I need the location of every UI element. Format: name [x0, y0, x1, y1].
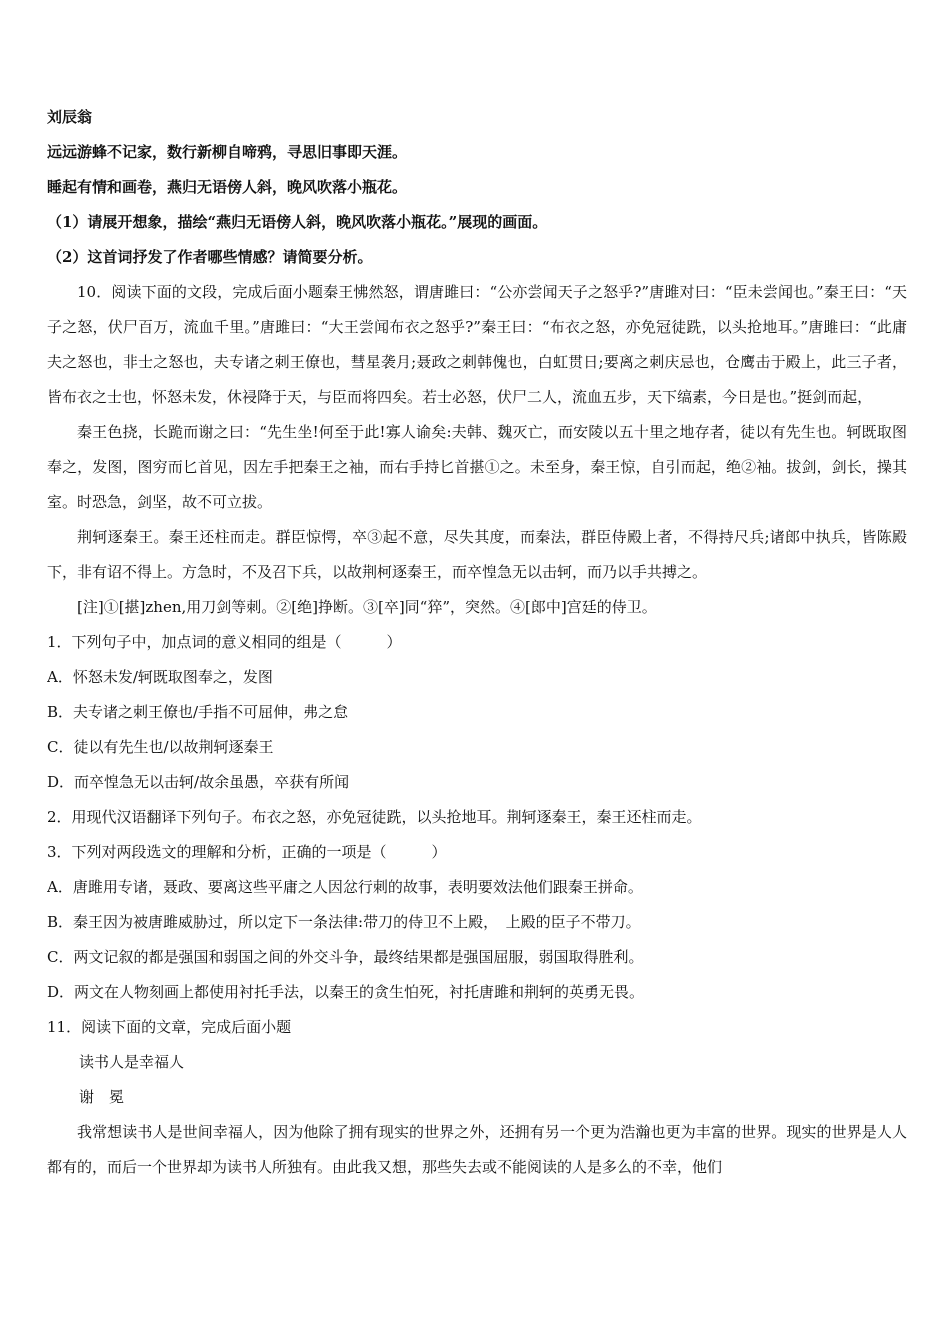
poem-question-2: （2）这首词抒发了作者哪些情感？请简要分析。 — [47, 248, 373, 266]
q10-sub-1-option-b: B．夫专诸之刺王僚也/手指不可屈伸，弗之怠 — [47, 703, 349, 721]
q10-note: [注]①[揕]zhen,用刀剑等刺。②[绝]挣断。③[卒]同“猝”，突然。④[郎中]宫廷的侍卫。 — [77, 598, 657, 616]
q10-passage-3: 荆轲逐秦王。秦王还柱而走。群臣惊愕，卒③起不意，尽失其度，而秦法，群臣侍殿上者，不得持尺兵;诸郎中执兵，皆陈殿下，非有诏不得上。方急时，不及召下兵，以故荆柯逐秦王，而卒惶急无以击轲，而乃以手共搏之。 — [47, 528, 907, 581]
q10-sub-1-option-a: A．怀怒未发/轲既取图奉之，发图 — [47, 668, 273, 686]
q10-sub-3-option-b: B．秦王因为被唐雎威胁过，所以定下一条法律:带刀的侍卫不上殿， 上殿的臣子不带刀。 — [47, 913, 641, 931]
q11-paragraph-1: 我常想读书人是世间幸福人，因为他除了拥有现实的世界之外，还拥有另一个更为浩瀚也更为丰富的世界。现实的世界是人人都有的，而后一个世界却为读书人所独有。由此我又想，那些失去或不能阅读的人是多么的不幸，他们 — [47, 1123, 907, 1176]
q10-sub-2: 2．用现代汉语翻译下列句子。布衣之怒，亦免冠徒跣，以头抢地耳。荆轲逐秦王，秦王还柱而走。 — [47, 808, 702, 826]
q10-passage-2: 秦王色挠，长跪而谢之曰：“先生坐!何至于此!寡人谕矣:夫韩、魏灭亡，而安陵以五十里之地存者，徒以有先生也。轲既取图奉之，发图，图穷而匕首见，因左手把秦王之袖，而右手持匕首揕①之。未至身，秦王惊，自引而起，绝②袖。拔剑，剑长，操其室。时恐急，剑坚，故不可立拔。 — [47, 423, 907, 511]
q10-sub-3-option-c: C．两文记叙的都是强国和弱国之间的外交斗争，最终结果都是强国屈服，弱国取得胜利。 — [47, 948, 644, 966]
q10-passage-1: 10．阅读下面的文段，完成后面小题秦王怫然怒，谓唐雎曰：“公亦尝闻天子之怒乎?”唐雎对曰：“臣未尝闻也。”秦王曰：“天子之怒，伏尸百万，流血千里。”唐雎曰：“大王尝闻布衣之怒乎?”秦王曰：“布衣之怒，亦免冠徒跣，以头抢地耳。”唐雎曰：“此庸夫之怒也，非士之怒也，夫专诸之刺王僚也，彗星袭月;聂政之刺韩傀也，白虹贯日;要离之刺庆忌也，仓鹰击于殿上，此三子者，皆布衣之士也，怀怒未发，休祲降于天，与臣而将四矣。若士必怒，伏尸二人，流血五步，天下缟素，今日是也。”挺剑而起， — [47, 283, 907, 406]
q11-intro: 11．阅读下面的文章，完成后面小题 — [47, 1018, 292, 1036]
q11-article-author: 谢 冕 — [79, 1088, 125, 1106]
q10-sub-1-option-d: D．而卒惶急无以击轲/故余虽愚，卒获有所闻 — [47, 773, 350, 791]
poem-line-1: 远远游蜂不记家，数行新柳自啼鸦，寻思旧事即天涯。 — [47, 143, 408, 161]
poem-author: 刘辰翁 — [47, 108, 93, 126]
q10-sub-1-option-c: C．徒以有先生也/以故荆轲逐秦王 — [47, 738, 274, 756]
q10-sub-3-option-a: A．唐雎用专诸，聂政、要离这些平庸之人因忿行刺的故事，表明要效法他们跟秦王拼命。 — [47, 878, 643, 896]
poem-line-2: 睡起有情和画卷，燕归无语傍人斜，晚风吹落小瓶花。 — [47, 178, 408, 196]
q11-article-title: 读书人是幸福人 — [79, 1053, 185, 1071]
document-page — [47, 100, 907, 1185]
q10-sub-3: 3．下列对两段选文的理解和分析，正确的一项是（ ） — [47, 843, 447, 861]
q10-sub-3-option-d: D．两文在人物刻画上都使用衬托手法，以秦王的贪生怕死，衬托唐雎和荆轲的英勇无畏。 — [47, 983, 645, 1001]
poem-question-1: （1）请展开想象，描绘“燕归无语傍人斜，晚风吹落小瓶花。”展现的画面。 — [47, 213, 548, 231]
q10-sub-1: 1．下列句子中，加点词的意义相同的组是（ ） — [47, 633, 402, 651]
